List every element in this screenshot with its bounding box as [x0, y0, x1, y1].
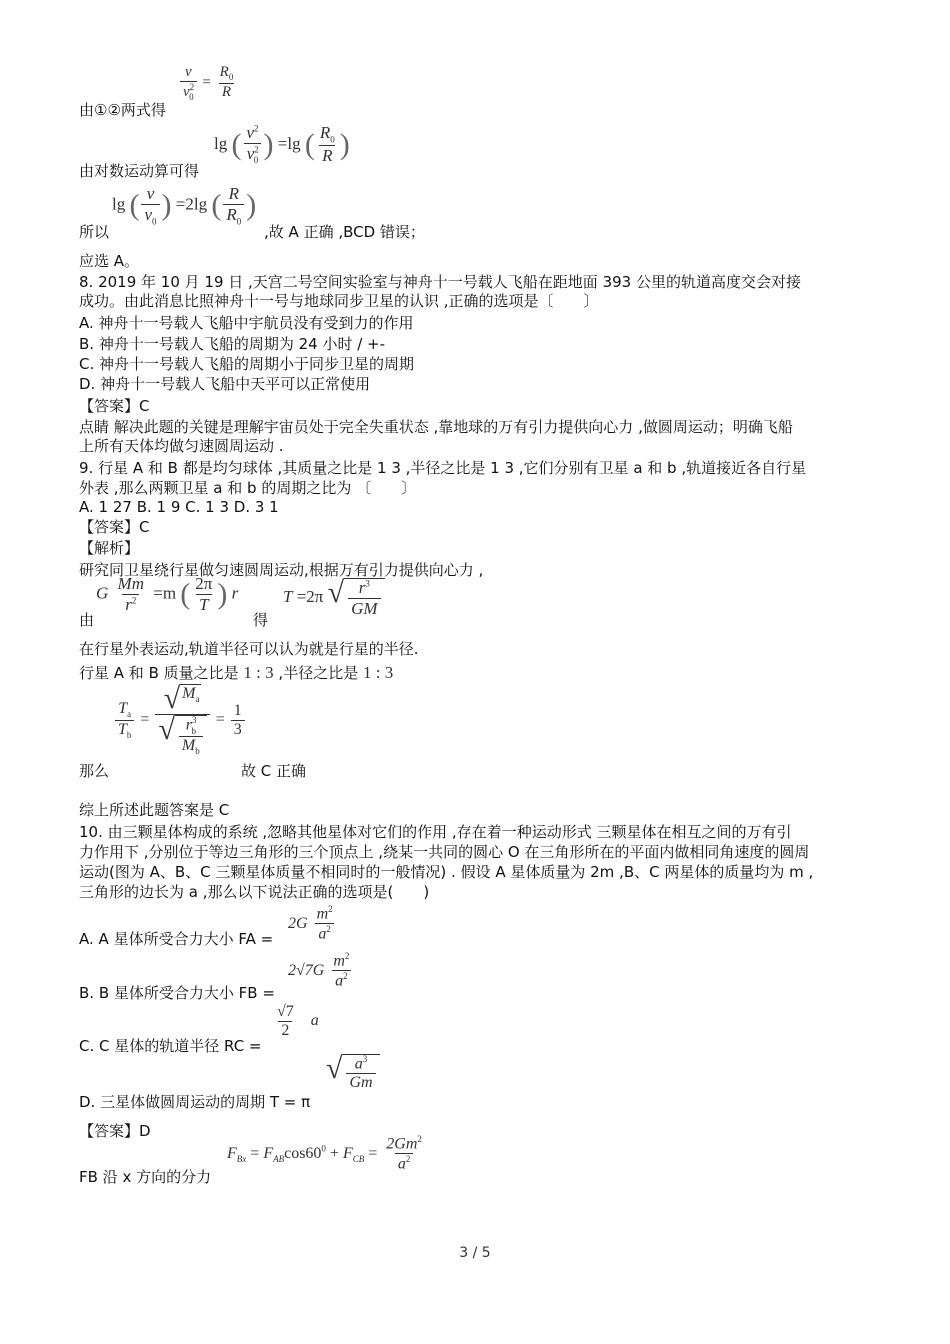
q8-answer: 【答案】C — [79, 397, 150, 415]
q7-line3-tail: ,故 A 正确 ,BCD 错误； — [264, 223, 425, 241]
q9-options: A. 1 27 B. 1 9 C. 1 3 D. 3 1 — [79, 498, 279, 516]
q9-ratio-eq: $\frac{T_a}{T_b}$ = √ $M_a$ √ $\frac{r^3_b}{M_b}$ = $\frac{1}{3}$ — [113, 684, 247, 757]
q9-summary: 综上所述此题答案是 C — [79, 801, 230, 819]
q10-answer: 【答案】D — [79, 1122, 151, 1140]
q9-ratio: 行星 A 和 B 质量之比是 1 : 3 ,半径之比是 1 : 3 — [79, 663, 394, 682]
q10-stem-3: 运动(图为 A、B、C 三颗星体质量不相同时的一般情况) . 假设 A 星体质量为 2m ,B、C 两星体的质量均为 m , — [79, 863, 814, 881]
q10-option-b-eq: 2√7G $\frac{m^2}{a^2}$ — [288, 951, 350, 990]
q10-fb-eq: $F_{Bx} = F_{AB}\cos 60^0 + F_{CB}$ = $\frac{2Gm^2}{a^2}$ — [227, 1134, 422, 1173]
q8-comment-2: 上所有天体均做匀速圆周运动 . — [79, 437, 284, 455]
q9-stem-2: 外表 ,那么两颗卫星 a 和 b 的周期之比为 〔 〕 — [79, 479, 417, 497]
q9-orbit: 在行星外表运动,轨道半径可以认为就是行星的半径. — [79, 640, 419, 658]
q9-eq-period: T =2π √ $\frac{r^3}{GM}$ — [283, 578, 385, 618]
q9-analysis-label: 【解析】 — [79, 539, 140, 557]
q7-line2: 由对数运动算可得 — [79, 162, 200, 180]
q10-option-a: A. A 星体所受合力大小 FA = — [79, 930, 274, 948]
q8-option-d: D. 神舟十一号载人飞船中天平可以正常使用 — [79, 375, 371, 393]
q7-line1: 由①②两式得 — [79, 101, 166, 119]
q8-option-a: A. 神舟十一号载人飞船中宇航员没有受到力的作用 — [79, 314, 414, 332]
q10-option-b: B. B 星体所受合力大小 FB = — [79, 984, 275, 1002]
q7-eq2: lg ( $\frac{v^2}{v^2_0}$ ) =lg ( $\frac{R_0}{R}$ ) — [214, 123, 350, 166]
q8-stem-2: 成功。由此消息比照神舟十一号与地球同步卫星的认识 ,正确的选项是〔 〕 — [79, 292, 599, 310]
q10-option-d: D. 三星体做圆周运动的周期 T = π — [79, 1093, 311, 1111]
q9-stem: 9. 行星 A 和 B 都是均匀球体 ,其质量之比是 1 3 ,半径之比是 1 3 ,它们分别有卫星 a 和 b ,轨道接近各自行星 — [79, 459, 807, 477]
q10-fb-text: FB 沿 x 方向的分力 — [79, 1168, 212, 1186]
q9-conclusion: 故 C 正确 — [241, 762, 307, 780]
q10-option-c-eq: $\frac{√7}{2}$ a — [277, 1003, 319, 1039]
q9-eq-gravity: G $\frac{Mm}{r^2}$ =m ( $\frac{2\pi}{T}$ ) r — [96, 574, 239, 614]
q9-from: 由 — [79, 611, 95, 629]
q9-analysis: 研究同卫星绕行星做匀速圆周运动,根据万有引力提供向心力 , — [79, 561, 484, 579]
q10-stem-2: 力作用下 ,分别位于等边三角形的三个顶点上 ,绕某一共同的圆心 O 在三角形所在的平面内做相同角速度的圆周 — [79, 843, 810, 861]
q10-stem: 10. 由三颗星体构成的系统 ,忽略其他星体对它们的作用 ,存在着一种运动形式 三颗星体在相互之间的万有引 — [79, 823, 792, 841]
q10-option-a-eq: 2G $\frac{m^2}{a^2}$ — [288, 904, 333, 943]
q8-stem: 8. 2019 年 10 月 19 日 ,天宫二号空间实验室与神舟十一号载人飞船在距地面 393 公里的轨道高度交会对接 — [79, 273, 801, 291]
q8-option-b: B. 神舟十一号载人飞船的周期为 24 小时 / +- — [79, 335, 386, 353]
q8-option-c: C. 神舟十一号载人飞船的周期小于同步卫星的周期 — [79, 355, 415, 373]
q10-option-d-eq: √ $\frac{a^3}{Gm}$ — [326, 1054, 380, 1092]
q10-stem-4: 三角形的边长为 a ,那么以下说法正确的选项是( ) — [79, 883, 430, 901]
page-number: 3 / 5 — [459, 1245, 491, 1261]
q9-get: 得 — [253, 611, 269, 629]
q8-comment: 点睛 解决此题的关键是理解宇宙员处于完全失重状态 ,靠地球的万有引力提供向心力 ,做圆周运动；明确飞船 — [79, 418, 793, 436]
q7-eq3: lg ( $\frac{v}{v_0}$ ) =2lg ( $\frac{R}{R_0}$ ) — [112, 184, 257, 227]
q7-eq1: $\frac{v}{v^2_0}$ = $\frac{R_0}{R}$ — [178, 64, 238, 102]
q9-then: 那么 — [79, 762, 110, 780]
q7-line4: 应选 A。 — [79, 252, 140, 270]
q10-option-c: C. C 星体的轨道半径 RC = — [79, 1037, 262, 1055]
q9-answer: 【答案】C — [79, 518, 150, 536]
q7-line3: 所以 — [79, 223, 110, 241]
